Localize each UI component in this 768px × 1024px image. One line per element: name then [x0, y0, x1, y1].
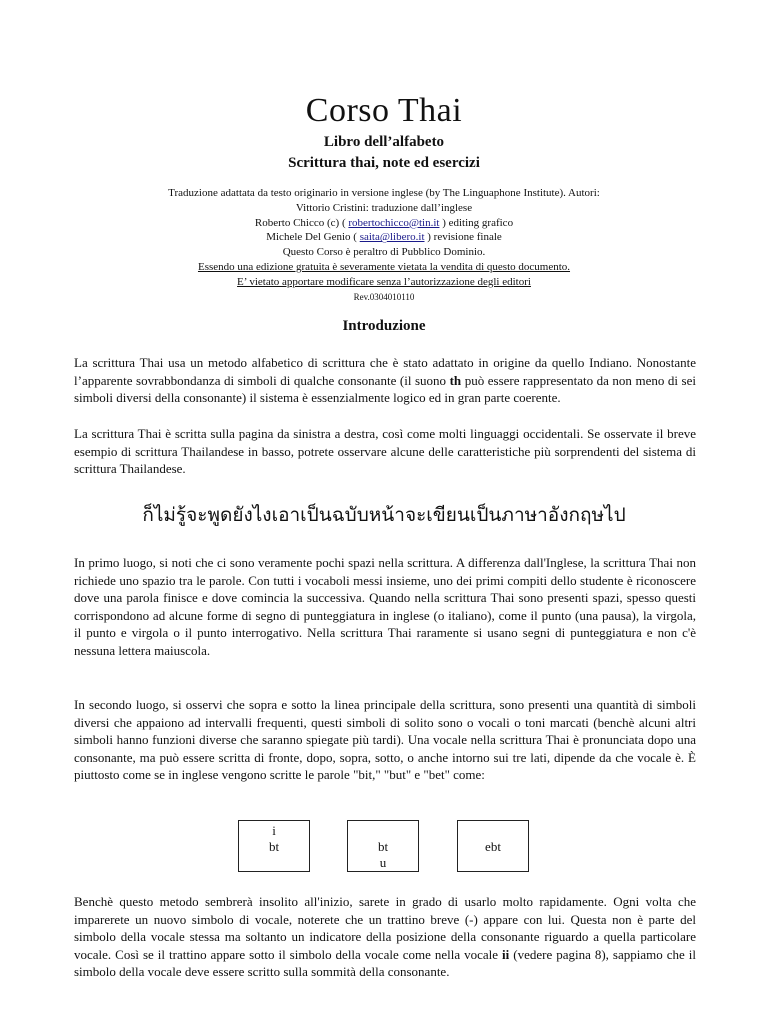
- subtitle-writing-notes: Scrittura thai, note ed esercizi: [288, 155, 480, 171]
- intro-paragraph-1: La scrittura Thai usa un metodo alfabetico di scrittura che è stato adattato in origine da quello Indiano. Nonostante l’apparente sovrabbondanza di simboli di qualche consonante (il suono th può essere rappresentato da non meno di sei simboli diversi della consonante) il sistema è essenzialmente logico ed in gran parte coerente.: [74, 355, 696, 406]
- editor-email-link[interactable]: robertochicco@tin.it: [348, 216, 440, 229]
- example-but-consonants: bt: [377, 839, 389, 854]
- reviewer-email-link[interactable]: saita@libero.it: [359, 231, 425, 244]
- example-box-but: [347, 820, 419, 872]
- page-title: Corso Thai: [305, 92, 463, 129]
- subtitle-alphabet-book: Libro dell’alfabeto: [323, 134, 445, 150]
- credits-translator: Vittorio Cristini: traduzione dall’inglese: [295, 201, 473, 214]
- credits-public-domain: Questo Corso è peraltro di Pubblico Dominio.: [282, 246, 486, 259]
- intro-paragraph-3: In primo luogo, si noti che ci sono veramente pochi spazi nella scrittura. A differenza dall'Inglese, la scrittura Thai non richiede uno spazio tra le parole. Con tutti i vocaboli messi insieme, uno dei primi compiti dello studente è riconoscere dove una parola finisce e dove comincia la successiva. Quando nella scrittura Thai sono presenti spazi, spesso questi corrispondono ad alcune forme di segno di punteggiatura in inglese (o italiano), come il punto (una pausa), la virgola, il punto e virgola o il punto interrogativo. Nella scrittura Thai raramente si usano segni di punteggiatura e non c'è nessuna lettera maiuscola.: [74, 555, 696, 658]
- credits-translation-note: Traduzione adattata da testo originario in versione inglese (by The Linguaphone Institute). Autori:: [168, 187, 600, 199]
- intro-paragraph-4: In secondo luogo, si osservi che sopra e sotto la linea principale della scrittura, sono presenti una quantità di simboli diversi che appaiono ad intervalli frequenti, questi simboli di solito sono o vocali o toni marcati (benchè alcuni altri simboli hanno funzioni diverse che saranno spiegate più tardi). Una vocale nella scrittura Thai è pronunciata dopo una consonante, ma può essere scritta di fronte, dopo, sopra, sotto, o anche intorno sui tre lati, dipende da che vocale è. È piuttosto come se in inglese vengono scritte le parole "bit," "but" e "bet" come:: [74, 697, 696, 783]
- credits-block: [100, 186, 668, 304]
- example-box-bit: [238, 820, 310, 872]
- example-box-bet: [457, 820, 529, 872]
- example-bit-vowel-above: i: [272, 823, 276, 838]
- example-but-vowel-below: u: [379, 855, 387, 870]
- section-heading-introduction: Introduzione: [342, 318, 426, 334]
- example-bit-consonants: bt: [268, 839, 280, 854]
- credits-editor: Roberto Chicco (c) ( robertochicco@tin.it ) editing grafico: [254, 216, 514, 229]
- credits-reviewer: Michele Del Genio ( saita@libero.it ) revisione finale: [266, 231, 502, 244]
- credits-modification-prohibited: E’ vietato apportare modificare senza l’autorizzazione degli editori: [237, 275, 531, 288]
- credits-sale-prohibited: Essendo una edizione gratuita è severamente vietata la vendita di questo documento.: [197, 260, 571, 273]
- revision-number: Rev.0304010110: [353, 291, 415, 302]
- intro-paragraph-2: La scrittura Thai è scritta sulla pagina da sinistra a destra, così come molti linguaggi occidentali. Se osservate il breve esempio di scrittura Thailandese in basso, potrete osservare alcune delle caratteristiche più sorprendenti del sistema di scrittura Thailandese.: [74, 426, 696, 477]
- thai-script-sample: ก็ไม่รู้จะพูดยังไงเอาเป็นฉบับหน้าจะเขียนเป็นภาษาอังกฤษไป: [142, 504, 626, 526]
- intro-paragraph-5: Benchè questo metodo sembrerà insolito all'inizio, sarete in grado di usarlo molto rapidamente. Ogni volta che imparerete un nuovo simbolo di vocale, noterete che un trattino breve (-) appare con lui. Questa non è parte del simbolo della vocale stessa ma soltanto un indicatore della posizione della consonante riguardo a quella particolare vocale. Così se il trattino appare sotto il simbolo della vocale come nella vocale ii (vedere pagina 8), sappiamo che il simbolo della vocale deve essere scritto sulla sommità della consonante.: [74, 894, 696, 980]
- example-bet-letters: ebt: [485, 839, 501, 854]
